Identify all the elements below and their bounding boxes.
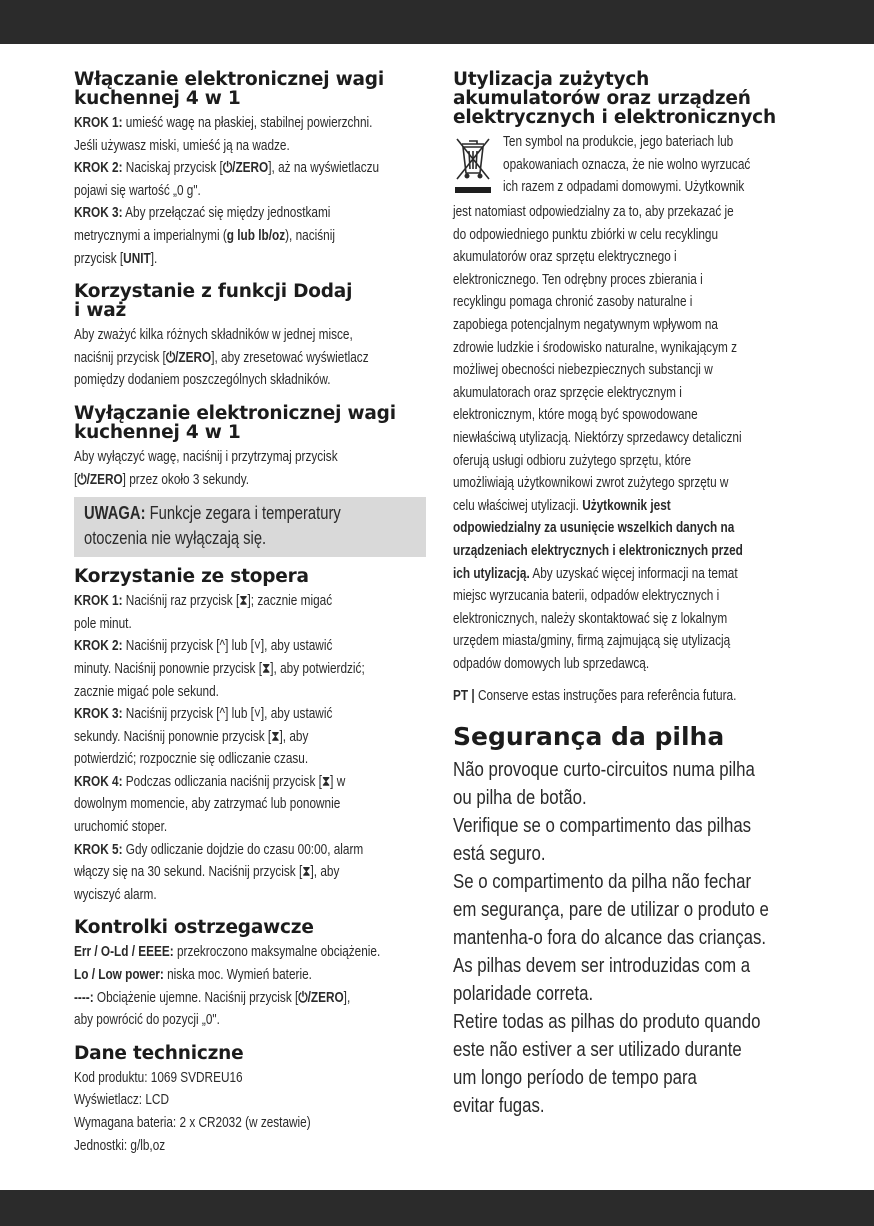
text-line [74, 324, 426, 347]
text-run: ou pilha de botão. [453, 786, 587, 810]
text-run: Ten symbol na produkcie, jego bateriach lub [503, 134, 734, 150]
text-run: um longo período de tempo para [453, 1066, 697, 1090]
text-run: minuty. Naciśnij ponownie przycisk [⧗], aby potwierdzić; [74, 660, 365, 677]
text-run: Naciśnij raz przycisk [⧗]; zacznie migać [122, 593, 333, 610]
text-line [453, 784, 799, 812]
text-line [453, 1008, 799, 1036]
text-run: em segurança, pare de utilizar o produto e [453, 898, 769, 922]
section-body [74, 324, 426, 392]
text-line [74, 202, 426, 225]
text-line [74, 793, 426, 816]
text-line [453, 868, 799, 896]
bold-text: KROK 5: [74, 841, 123, 858]
text-line [74, 964, 426, 987]
text-line [453, 337, 799, 360]
text-line [453, 472, 799, 495]
section-body [74, 112, 426, 270]
text-line [74, 369, 426, 392]
text-run: celu właściwej utylizacji. [453, 497, 583, 514]
heading-line: akumulatorów oraz urządzeń [453, 88, 751, 109]
text-run: pole minut. [74, 615, 132, 632]
section-body [74, 1067, 426, 1157]
section-body [453, 201, 799, 675]
text-line [453, 314, 799, 337]
text-run: Naciskaj przycisk [ [122, 160, 223, 177]
text-run: pomiędzy dodaniem poszczególnych składników. [74, 372, 331, 389]
pt-language-line [453, 685, 799, 708]
heading-line: kuchennej 4 w 1 [74, 88, 241, 109]
section-warning-indicators [74, 918, 426, 1031]
section-technical-data [74, 1044, 426, 1157]
text-run: recyklingu pomaga chronić zasoby naturalne i [453, 294, 693, 311]
bold-text: Err / O-Ld / EEEE: [74, 944, 174, 961]
bold-text: PT | [453, 688, 478, 705]
bold-text: Użytkownik jest [582, 497, 671, 514]
text-run: uruchomić stoper. [74, 819, 168, 836]
text-run: ], [343, 989, 351, 1006]
text-run: umożliwiają użytkownikowi zwrot zużytego sprzętu w [453, 475, 729, 492]
text-run: oferują usługi odbioru zużytego sprzętu, które [453, 452, 692, 469]
text-line [503, 131, 803, 154]
text-run: Kod produktu: 1069 SVDREU16 [74, 1069, 243, 1086]
text-run: Naciśnij przycisk [^] lub [˅], aby ustawić [122, 638, 333, 655]
text-line [453, 246, 799, 269]
note-box [74, 497, 426, 557]
text-line [453, 1064, 799, 1092]
text-line [74, 748, 426, 771]
bold-text: KROK 3: [74, 706, 123, 723]
section-add-and-weigh [74, 282, 426, 392]
text-line [74, 941, 426, 964]
heading-line: kuchennej 4 w 1 [74, 421, 241, 443]
text-line [74, 726, 426, 749]
text-line [74, 112, 426, 135]
text-line [453, 224, 799, 247]
text-line [453, 756, 799, 784]
text-line [453, 924, 799, 952]
text-run: Obciążenie ujemne. Naciśnij przycisk [ [93, 989, 299, 1006]
bold-text: ⏻/ZERO [222, 160, 269, 177]
text-line [74, 658, 426, 681]
section-disposal [453, 70, 799, 675]
text-run: ] przez około 3 sekundy. [122, 471, 250, 488]
bottom-bar [0, 1190, 874, 1226]
heading-line: Dane techniczne [74, 1042, 244, 1064]
text-run: ], aż na wyświetlaczu [268, 160, 380, 177]
bold-text: UWAGA: [84, 503, 146, 524]
text-line [453, 517, 799, 540]
text-run: przycisk [ [74, 250, 124, 267]
text-line [453, 608, 799, 631]
text-run: włączy się na 30 sekund. Naciśnij przycisk [⧗], aby [74, 864, 340, 881]
text-run: aby powrócić do pozycji „0". [74, 1012, 220, 1029]
text-run: Funkcje zegara i temperatury [145, 503, 341, 524]
text-line [453, 812, 799, 840]
section-stopwatch [74, 567, 426, 906]
bold-text: KROK 1: [74, 593, 123, 610]
section-switch-on [74, 70, 426, 270]
text-line [74, 1112, 426, 1135]
text-line [74, 590, 426, 613]
text-run: naciśnij przycisk [ [74, 349, 166, 366]
text-run: potwierdzić; rozpocznie się odliczanie czasu. [74, 751, 309, 768]
text-line [74, 816, 426, 839]
text-line [453, 1036, 799, 1064]
heading-line: i waż [74, 300, 127, 322]
text-run: este não estiver a ser utilizado durante [453, 1038, 742, 1062]
text-run: polaridade correta. [453, 982, 594, 1006]
bold-text: ⏻/ZERO [165, 349, 212, 366]
text-run: elektronicznym, które mogą być spowodowane [453, 407, 698, 424]
text-line [453, 840, 799, 868]
section-heading [74, 404, 426, 442]
section-heading [74, 567, 426, 586]
text-line [453, 450, 799, 473]
bold-text: g lub lb/oz [226, 227, 286, 244]
text-run: [ [74, 471, 78, 488]
text-line [74, 180, 426, 203]
text-run: akumulatorów oraz sprzętu elektrycznego i [453, 249, 677, 266]
text-line [74, 446, 426, 469]
text-run: Aby przełączać się między jednostkami [122, 205, 331, 222]
text-run: opakowaniach oznacza, że nie wolno wyrzucać [503, 156, 751, 173]
text-line [74, 347, 426, 370]
bold-text: odpowiedzialny za usunięcie wszelkich danych na [453, 520, 735, 537]
text-run: ), naciśnij [285, 227, 335, 244]
text-run: dowolnym momencie, aby zatrzymać lub ponownie [74, 796, 341, 813]
text-line [74, 1067, 426, 1090]
bold-text: urządzeniach elektrycznych i elektronicznych przed [453, 542, 743, 559]
text-line [453, 359, 799, 382]
text-line [74, 635, 426, 658]
text-line [74, 987, 426, 1010]
text-line [74, 703, 426, 726]
text-line [84, 526, 422, 551]
text-line [453, 201, 799, 224]
section-body [74, 590, 426, 906]
text-line [74, 1089, 426, 1112]
text-line [453, 495, 799, 518]
bold-text: ich utylizacją. [453, 565, 530, 582]
bold-text: KROK 4: [74, 773, 123, 790]
text-line [74, 861, 426, 884]
text-run: zapobiega potencjalnym negatywnym wpływom na [453, 316, 719, 333]
text-line [74, 1135, 426, 1158]
bold-text: ⏻/ZERO [298, 989, 344, 1006]
text-run: niewłaściwą utylizacją. Niektórzy sprzedawcy detaliczni [453, 429, 742, 446]
text-run: Aby zważyć kilka różnych składników w jednej misce, [74, 327, 353, 344]
text-line [453, 896, 799, 924]
text-line [453, 404, 799, 427]
text-run: odpadów domowych lub sprzedawcą. [453, 655, 650, 672]
text-line [74, 135, 426, 158]
text-line [74, 681, 426, 704]
text-line [453, 585, 799, 608]
text-run: otoczenia nie wyłączają się. [84, 528, 267, 549]
text-line [453, 630, 799, 653]
text-run: pojawi się wartość „0 g". [74, 182, 201, 199]
text-run: Se o compartimento da pilha não fechar [453, 870, 752, 894]
bold-text: KROK 3: [74, 205, 123, 222]
text-line [74, 157, 426, 180]
text-line [74, 613, 426, 636]
heading-line: elektrycznych i elektronicznych [453, 107, 776, 128]
section-battery-safety [453, 722, 799, 1120]
text-line [74, 884, 426, 907]
text-run: Aby wyłączyć wagę, naciśnij i przytrzymaj przycisk [74, 448, 338, 465]
text-run: zacznie migać pole sekund. [74, 683, 219, 700]
section-heading [453, 70, 799, 127]
text-run: Não provoque curto-circuitos numa pilha [453, 758, 755, 782]
text-run: As pilhas devem ser introduzidas com a [453, 954, 751, 978]
text-run: wyciszyć alarm. [74, 886, 157, 903]
text-line [453, 980, 799, 1008]
pt-text [453, 685, 799, 708]
text-run: do odpowiedniego punktu zbiórki w celu recyklingu [453, 226, 719, 243]
bold-text: KROK 2: [74, 160, 123, 177]
text-line [74, 1009, 426, 1032]
text-run: Naciśnij przycisk [^] lub [˅], aby ustawić [122, 706, 333, 723]
text-run: jest natomiast odpowiedzialny za to, aby przekazać je [453, 204, 734, 220]
text-run: przekroczono maksymalne obciążenie. [173, 944, 381, 961]
text-run: ich razem z odpadami domowymi. Użytkownik [503, 179, 745, 196]
top-bar [0, 0, 874, 44]
weee-text [503, 131, 803, 199]
text-line [453, 952, 799, 980]
text-line [453, 540, 799, 563]
text-line [74, 248, 426, 271]
text-line [453, 563, 799, 586]
heading-line: Korzystanie z funkcji Dodaj [74, 281, 353, 303]
battery-safety-heading: Segurança da pilha [453, 722, 725, 752]
bold-text: KROK 2: [74, 638, 123, 655]
text-run: elektronicznego. Ten odrębny proces zbierania i [453, 271, 703, 288]
text-line [503, 176, 803, 199]
text-line [503, 154, 803, 177]
left-column [74, 70, 426, 1169]
text-run: sekundy. Naciśnij ponownie przycisk [⧗], aby [74, 728, 309, 745]
right-column [453, 70, 799, 1120]
text-run: Podczas odliczania naciśnij przycisk [⧗] w [122, 773, 346, 790]
section-body [453, 756, 799, 1120]
heading-line: Wyłączanie elektronicznej wagi [74, 402, 396, 424]
text-run: está seguro. [453, 842, 546, 866]
text-run: Jeśli używasz miski, umieść ją na wadze. [74, 137, 290, 154]
bold-text: Lo / Low power: [74, 967, 164, 984]
text-run: zdrowie ludzkie i środowisko naturalne, wynikającym z [453, 339, 737, 356]
crossed-out-wheelie-bin-icon [453, 135, 493, 197]
text-run: możliwej obecności niebezpiecznych substancji w [453, 362, 713, 379]
text-run: Gdy odliczanie dojdzie do czasu 00:00, alarm [122, 841, 364, 858]
heading-line: Utylizacja zużytych [453, 69, 650, 90]
section-heading [74, 282, 426, 320]
heading-line: Włączanie elektronicznej wagi [74, 69, 384, 90]
text-run: ], aby zresetować wyświetlacz [211, 349, 369, 366]
text-line [74, 225, 426, 248]
text-run: Wyświetlacz: LCD [74, 1092, 169, 1109]
text-line [74, 469, 426, 492]
text-run: Aby uzyskać więcej informacji na temat [529, 565, 738, 582]
text-run: ]. [150, 250, 158, 267]
text-run: elektronicznych, należy skontaktować się z lokalnym [453, 610, 728, 627]
text-line [453, 382, 799, 405]
text-run: mantenha-o fora do alcance das crianças. [453, 926, 767, 950]
text-line [453, 1092, 799, 1120]
text-line [453, 427, 799, 450]
text-run: Wymagana bateria: 2 x CR2032 (w zestawie) [74, 1115, 311, 1131]
bold-text: ⏻/ZERO [77, 471, 123, 488]
text-run: niska moc. Wymień baterie. [163, 967, 312, 984]
text-run: evitar fugas. [453, 1094, 545, 1118]
text-run: Jednostki: g/lb,oz [74, 1137, 166, 1154]
section-body [74, 941, 426, 1031]
text-line [84, 501, 422, 526]
heading-line: Kontrolki ostrzegawcze [74, 917, 314, 939]
text-run: umieść wagę na płaskiej, stabilnej powierzchni. [122, 115, 373, 131]
text-line [453, 653, 799, 676]
section-switch-off [74, 404, 426, 491]
text-line [74, 839, 426, 862]
text-run: Verifique se o compartimento das pilhas [453, 814, 752, 838]
bold-text: ----: [74, 989, 94, 1006]
weee-row [453, 131, 799, 201]
text-run: Conserve estas instruções para referência futura. [477, 688, 737, 705]
text-run: akumulatorach oraz sprzęcie elektrycznym i [453, 384, 682, 401]
section-body [74, 446, 426, 491]
text-run: miejsc wyrzucania baterii, odpadów elektrycznych i [453, 588, 720, 605]
bold-text: UNIT [123, 250, 151, 267]
text-line [453, 291, 799, 314]
bold-text: KROK 1: [74, 115, 123, 131]
text-line [74, 771, 426, 794]
heading-line: Korzystanie ze stopera [74, 566, 309, 588]
text-line [453, 269, 799, 292]
section-heading [74, 1044, 426, 1063]
text-run: metrycznymi a imperialnymi ( [74, 227, 227, 244]
section-heading [74, 918, 426, 937]
section-heading [74, 70, 426, 108]
text-run: Retire todas as pilhas do produto quando [453, 1010, 761, 1034]
text-run: urzędem miasta/gminy, firmą zajmującą się utylizacją [453, 633, 731, 650]
